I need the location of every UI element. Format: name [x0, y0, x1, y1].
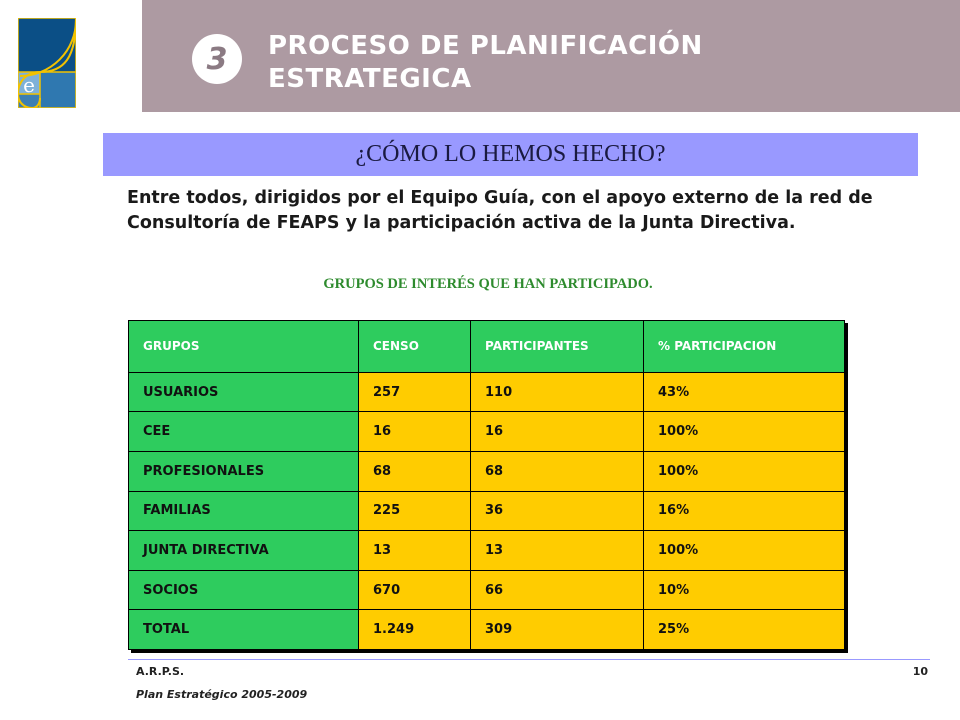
participants-cell: 110 — [471, 372, 644, 412]
table-total-row — [129, 610, 845, 650]
table-row — [129, 451, 845, 491]
census-cell: 1.249 — [359, 610, 471, 650]
group-cell: FAMILIAS — [129, 491, 359, 531]
section-number: 3 — [206, 41, 228, 77]
percentage-cell: 100% — [644, 412, 845, 452]
participation-table — [128, 320, 845, 650]
table-row — [129, 372, 845, 412]
census-cell: 257 — [359, 372, 471, 412]
page-title-line2: ESTRATEGICA — [268, 64, 472, 94]
group-cell: CEE — [129, 412, 359, 452]
footer-plan-name: Plan Estratégico 2005-2009 — [136, 688, 308, 701]
group-cell: USUARIOS — [129, 372, 359, 412]
percentage-cell: 100% — [644, 531, 845, 571]
participants-cell: 16 — [471, 412, 644, 452]
footer-divider — [128, 659, 930, 660]
group-cell: PROFESIONALES — [129, 451, 359, 491]
group-cell: SOCIOS — [129, 570, 359, 610]
participants-cell: 36 — [471, 491, 644, 531]
page-number: 10 — [912, 665, 928, 678]
header-cell: % PARTICIPACION — [644, 321, 845, 373]
footer-organization: A.R.P.S. — [136, 665, 185, 678]
census-cell: 68 — [359, 451, 471, 491]
table-row — [129, 491, 845, 531]
page-title-line1: PROCESO DE PLANIFICACIÓN — [268, 31, 703, 61]
percentage-cell: 16% — [644, 491, 845, 531]
census-cell: 16 — [359, 412, 471, 452]
census-cell: 225 — [359, 491, 471, 531]
percentage-cell: 25% — [644, 610, 845, 650]
header-cell: PARTICIPANTES — [471, 321, 644, 373]
percentage-cell: 10% — [644, 570, 845, 610]
intro-paragraph: Entre todos, dirigidos por el Equipo Guía, con el apoyo externo de la red de Consultoría de FEAPS y la participación activa de la Junta Directiva. — [127, 188, 873, 233]
organization-logo-icon — [18, 18, 76, 108]
participants-cell: 68 — [471, 451, 644, 491]
header-cell: GRUPOS — [129, 321, 359, 373]
table-row — [129, 531, 845, 571]
group-cell: JUNTA DIRECTIVA — [129, 531, 359, 571]
percentage-cell: 43% — [644, 372, 845, 412]
table-row — [129, 412, 845, 452]
participants-cell: 13 — [471, 531, 644, 571]
page-title — [268, 30, 868, 96]
table-caption: GRUPOS DE INTERÉS QUE HAN PARTICIPADO. — [323, 276, 653, 292]
table-header-row — [129, 321, 845, 373]
census-cell: 13 — [359, 531, 471, 571]
group-cell: TOTAL — [129, 610, 359, 650]
participants-cell: 309 — [471, 610, 644, 650]
subtitle-text: ¿CÓMO LO HEMOS HECHO? — [355, 141, 666, 167]
percentage-cell: 100% — [644, 451, 845, 491]
participants-cell: 66 — [471, 570, 644, 610]
subtitle-bar — [103, 133, 918, 176]
header-cell: CENSO — [359, 321, 471, 373]
table-row — [129, 570, 845, 610]
svg-text:e: e — [23, 73, 35, 97]
section-number-badge — [192, 34, 242, 84]
census-cell: 670 — [359, 570, 471, 610]
